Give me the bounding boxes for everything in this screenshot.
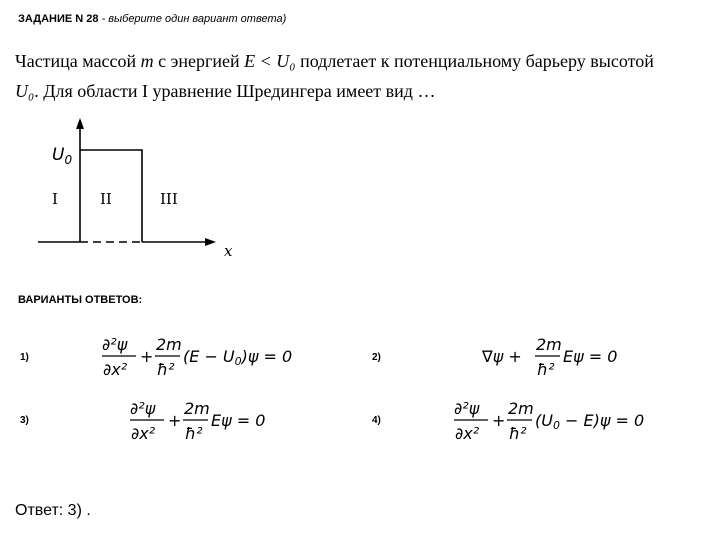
region-label-2: II	[100, 190, 112, 208]
potential-barrier-diagram	[30, 118, 250, 268]
barrier-variable: U₀	[15, 81, 35, 101]
svg-text:2m: 2m	[536, 335, 562, 354]
barrier-height-label: $U_0$	[52, 145, 73, 167]
problem-statement	[15, 46, 705, 106]
option-1-number[interactable]: 1)	[20, 352, 29, 363]
svg-text:(U0 − E)ψ = 0: (U0 − E)ψ = 0	[535, 411, 645, 432]
option-1-formula[interactable]	[100, 333, 300, 383]
svg-text:ħ²: ħ²	[509, 424, 527, 443]
mass-variable: m	[140, 51, 154, 71]
energy-condition: E < U₀	[244, 51, 296, 71]
svg-text:2m: 2m	[184, 399, 210, 418]
option-2-formula[interactable]	[480, 333, 630, 383]
svg-text:ħ²: ħ²	[157, 360, 175, 379]
svg-text:∂²ψ: ∂²ψ	[130, 399, 156, 418]
x-axis-label: x	[224, 242, 233, 260]
option-2-number[interactable]: 2)	[372, 352, 381, 363]
task-header	[18, 13, 286, 25]
x-axis-arrow-icon	[205, 238, 216, 246]
svg-text:ħ²: ħ²	[185, 424, 203, 443]
svg-text:+: +	[140, 347, 154, 366]
problem-text-2: с энергией	[153, 51, 245, 71]
u-axis-arrow-icon	[76, 118, 84, 129]
svg-text:Eψ = 0: Eψ = 0	[211, 411, 266, 430]
svg-text:∂²ψ: ∂²ψ	[454, 399, 480, 418]
region-label-3: III	[160, 190, 178, 208]
problem-text-4: . Для области I уравнение Шредингера имеет вид …	[34, 81, 436, 101]
task-instruction: - выберите один вариант ответа)	[98, 13, 287, 25]
svg-text:Eψ = 0: Eψ = 0	[563, 347, 618, 366]
svg-text:2m: 2m	[156, 335, 182, 354]
svg-text:∂x²: ∂x²	[131, 424, 156, 443]
svg-text:∂²ψ: ∂²ψ	[102, 335, 128, 354]
region-label-1: I	[52, 190, 58, 208]
variants-title: ВАРИАНТЫ ОТВЕТОВ:	[18, 294, 143, 306]
svg-text:ħ²: ħ²	[537, 360, 555, 379]
svg-text:2m: 2m	[508, 399, 534, 418]
option-3-number[interactable]: 3)	[20, 415, 29, 426]
problem-text-1: Частица массой	[15, 51, 141, 71]
option-4-formula[interactable]	[452, 397, 652, 447]
svg-text:(E − U0)ψ = 0: (E − U0)ψ = 0	[183, 347, 293, 368]
answer-text: Ответ: 3) .	[15, 502, 91, 519]
svg-text:+: +	[492, 411, 506, 430]
svg-text:∂x²: ∂x²	[455, 424, 480, 443]
task-number: ЗАДАНИЕ N 28	[18, 13, 99, 25]
option-3-formula[interactable]	[128, 397, 278, 447]
svg-text:∇ψ +: ∇ψ +	[482, 347, 522, 366]
problem-text-3: подлетает к потенциальному барьеру высотой	[295, 51, 654, 71]
svg-text:∂x²: ∂x²	[103, 360, 128, 379]
option-4-number[interactable]: 4)	[372, 415, 381, 426]
svg-text:+: +	[168, 411, 182, 430]
